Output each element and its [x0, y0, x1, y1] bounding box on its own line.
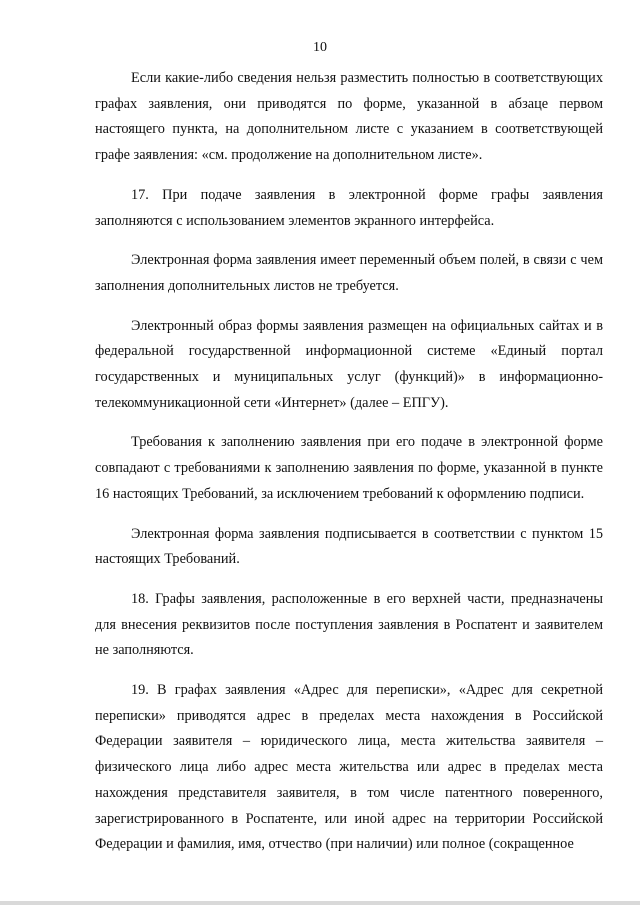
paragraph-item-19: 19. В графах заявления «Адрес для переписки», «Адрес для секретной переписки» приводятся адрес в пределах места нахождения в Российской Федерации заявителя – юридического лица, места жительства заявителя – физического лица либо адрес места жительства или адрес в пределах места нахождения представителя заявителя, в том числе патентного поверенного, зарегистрированного в Роспатенте, или иной адрес на территории Российской Федерации и фамилия, имя, отчество (при наличии) или полное (сокращенное	[95, 682, 603, 853]
paragraph-variable-fields: Электронная форма заявления имеет переменный объем полей, в связи с чем заполнения дополнительных листов не требуется.	[95, 252, 603, 294]
document-body	[95, 66, 603, 872]
paragraph-signature: Электронная форма заявления подписывается в соответствии с пунктом 15 настоящих Требований.	[95, 525, 603, 568]
paragraph-item-17: 17. При подаче заявления в электронной форме графы заявления заполняются с использованием элементов экранного интерфейса.	[95, 186, 603, 229]
paragraph-filling-requirements: Требования к заполнению заявления при его подаче в электронной форме совпадают с требованиями к заполнению заявления по форме, указанной в пункте 16 настоящих Требований, за исключением требований к оформлению подписи.	[95, 434, 603, 502]
scan-edge	[0, 901, 640, 905]
paragraph-epgu: Электронный образ формы заявления размещен на официальных сайтах и в федеральной государственной информационной системе «Единый портал государственных и муниципальных услуг (функций)» в информационно-телекоммуникационной сети «Интернет» (далее – ЕПГУ).	[95, 317, 603, 411]
paragraph-item-18: 18. Графы заявления, расположенные в его верхней части, предназначены для внесения реквизитов после поступления заявления в Роспатент и заявителем не заполняются.	[95, 590, 603, 659]
page-number: 10	[313, 40, 327, 55]
paragraph-overflow-info: Если какие-либо сведения нельзя разместить полностью в соответствующих графах заявления, они приводятся по форме, указанной в абзаце первом настоящего пункта, на дополнительном листе с указанием в соответствующей графе заявления: «см. продолжение на дополнительном листе».	[95, 70, 603, 164]
